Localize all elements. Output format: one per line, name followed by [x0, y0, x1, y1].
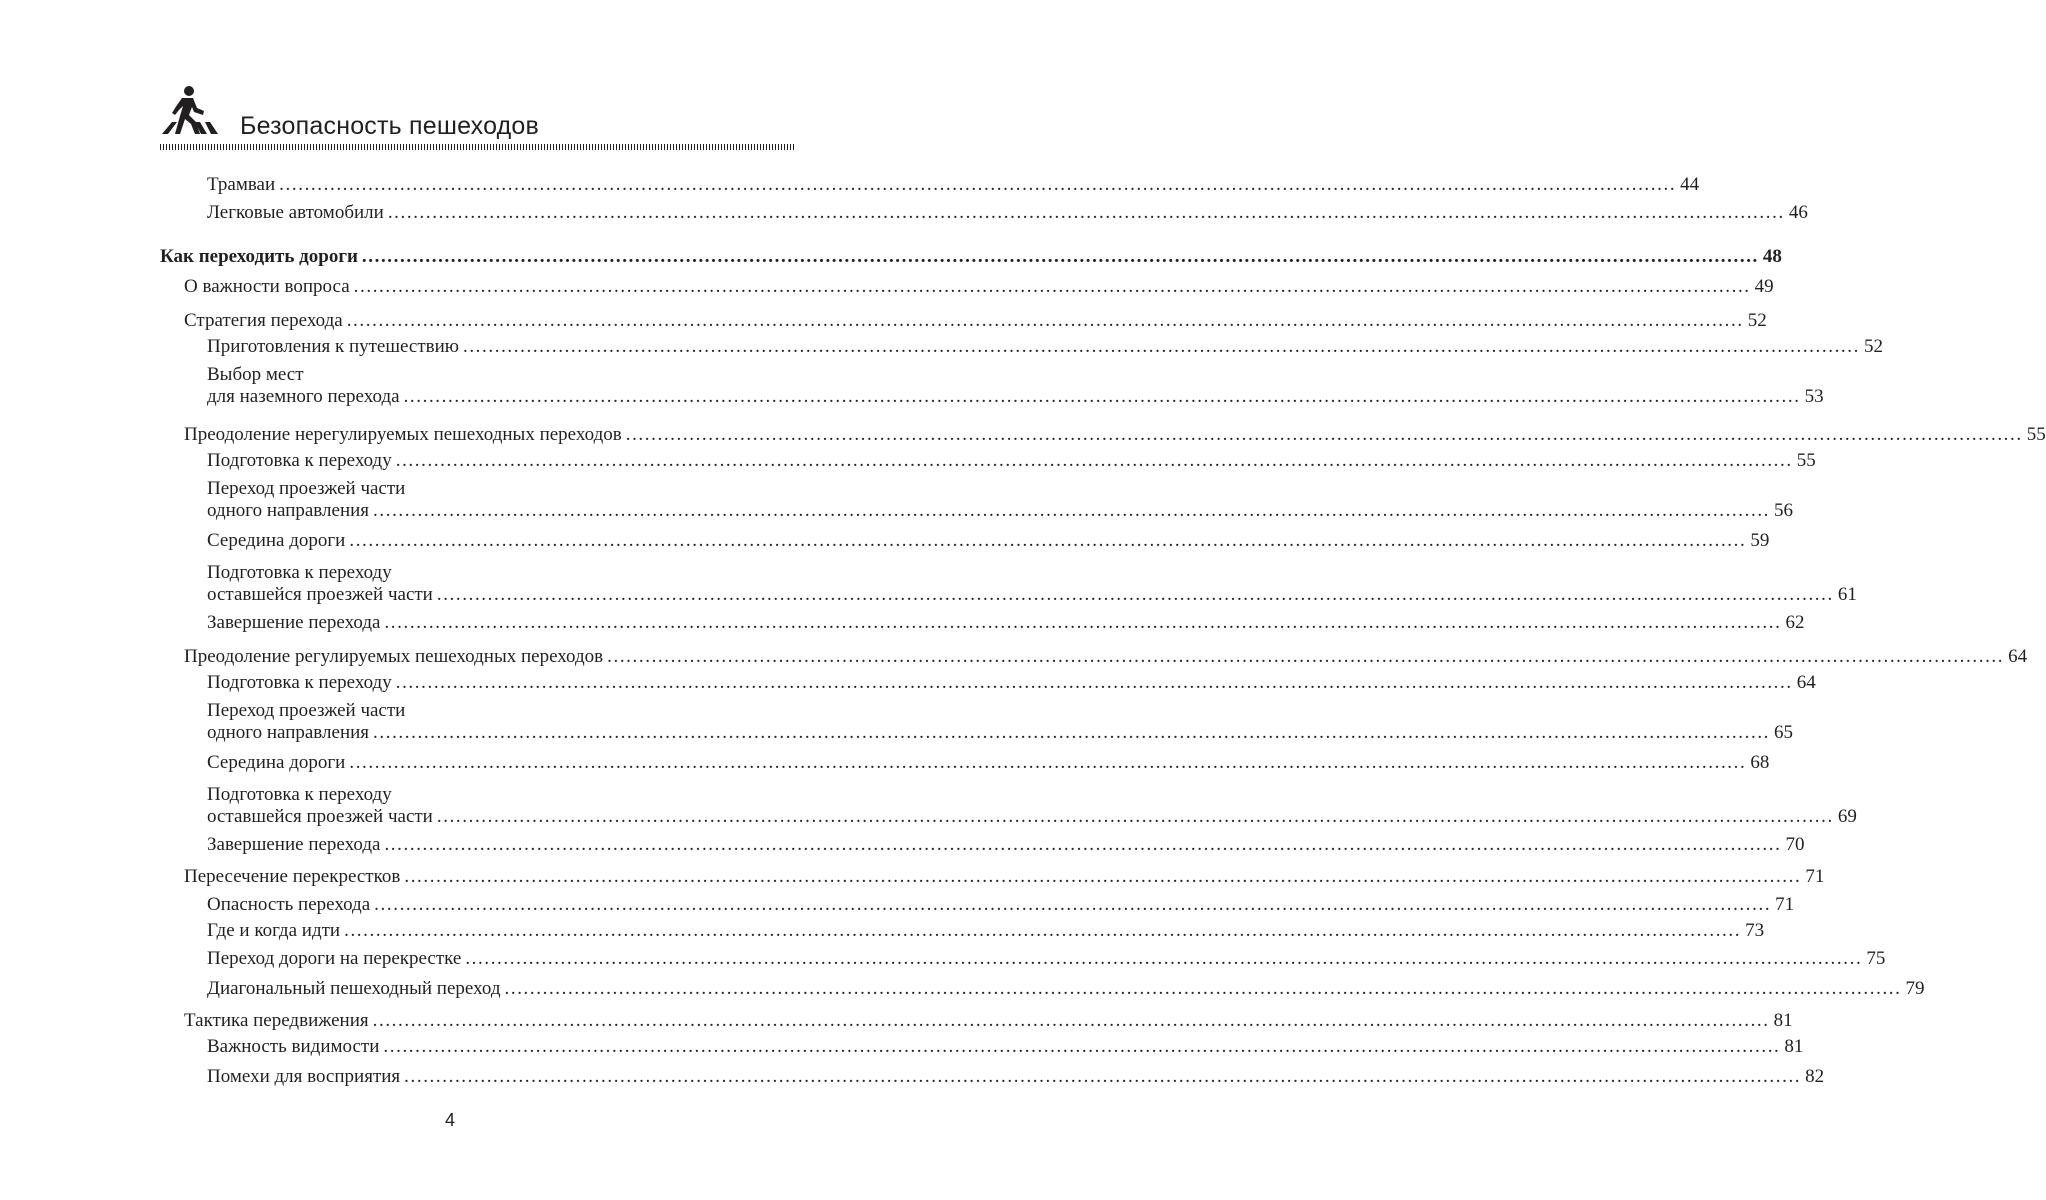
toc-entry-title: Тактика передвижения — [184, 1010, 369, 1031]
toc-entry-page: 55 — [2026, 424, 2046, 445]
toc-entry-title-first-line: Выбор мест — [207, 364, 304, 385]
book-title: Безопасность пешеходов — [240, 112, 540, 140]
toc-entry-title: Преодоление нерегулируемых пешеходных переходов — [184, 424, 622, 445]
toc-entry-title: одного направления — [207, 500, 370, 521]
toc-entry-page: 56 — [1774, 500, 1794, 521]
toc-entry-page: 55 — [1796, 450, 1816, 471]
dot-leader: ............................................................................................................................................................................................................................ — [625, 424, 2023, 445]
page-number: 4 — [444, 1110, 455, 1130]
toc-entry[interactable] — [184, 646, 2028, 668]
dot-leader: ............................................................................................................................................................................................................................ — [395, 672, 1793, 693]
toc-entry-title: Переход дороги на перекрестке — [207, 948, 462, 969]
toc-entry-page: 62 — [1785, 612, 1805, 633]
dot-leader: ............................................................................................................................................................................................................................ — [279, 174, 1677, 195]
toc-entry[interactable] — [207, 834, 1805, 856]
dot-leader: ............................................................................................................................................................................................................................ — [404, 866, 1802, 887]
dot-leader: ............................................................................................................................................................................................................................ — [504, 978, 1902, 999]
toc-entry-title-first-line: Подготовка к переходу — [207, 562, 392, 583]
dot-leader: ............................................................................................................................................................................................................................ — [373, 722, 1771, 743]
toc-entry-page: 44 — [1680, 174, 1700, 195]
toc-entry[interactable] — [207, 672, 1816, 694]
dot-leader: ............................................................................................................................................................................................................................ — [384, 612, 1782, 633]
toc-entry[interactable] — [207, 174, 1700, 196]
toc-entry[interactable] — [207, 450, 1816, 472]
toc-entry-page: 81 — [1784, 1036, 1804, 1057]
toc-entry-page: 75 — [1866, 948, 1886, 969]
toc-entry-title: Важность видимости — [207, 1036, 380, 1057]
toc-entry[interactable] — [184, 866, 1825, 888]
toc-entry[interactable] — [207, 948, 1886, 970]
toc-entry-title-first-line: Подготовка к переходу — [207, 784, 392, 805]
toc-entry-title: О важности вопроса — [184, 276, 350, 297]
toc-entry[interactable] — [207, 894, 1795, 916]
toc-entry-page: 65 — [1774, 722, 1794, 743]
dot-leader: ............................................................................................................................................................................................................................ — [395, 450, 1793, 471]
dot-leader: ............................................................................................................................................................................................................................ — [373, 500, 1771, 521]
toc-entry[interactable] — [207, 1036, 1804, 1058]
dot-leader: ............................................................................................................................................................................................................................ — [372, 1010, 1770, 1031]
dot-leader: ............................................................................................................................................................................................................................ — [404, 1066, 1802, 1087]
toc-entry-title: Пересечение перекрестков — [184, 866, 401, 887]
toc-entry-page: 46 — [1788, 202, 1808, 223]
toc-entry-page: 64 — [2008, 646, 2028, 667]
toc-entry-title-first-line: Переход проезжей части — [207, 478, 406, 499]
toc-entry[interactable] — [207, 202, 1808, 224]
toc-entry-title: оставшейся проезжей части — [207, 584, 433, 605]
dot-leader: ............................................................................................................................................................................................................................ — [361, 246, 1759, 267]
toc-entry[interactable] — [207, 336, 1883, 358]
toc-entry[interactable] — [207, 1066, 1825, 1088]
toc-entry-page: 52 — [1747, 310, 1767, 331]
toc-entry-page: 52 — [1863, 336, 1883, 357]
toc-entry-title: Подготовка к переходу — [207, 672, 392, 693]
dot-leader: ............................................................................................................................................................................................................................ — [436, 806, 1834, 827]
toc-entry-title: Приготовления к путешествию — [207, 336, 459, 357]
toc-entry-title: Как переходить дороги — [160, 246, 358, 267]
toc-entry[interactable] — [207, 978, 1925, 1000]
dot-leader: ............................................................................................................................................................................................................................ — [387, 202, 1785, 223]
toc-entry[interactable] — [184, 1010, 1793, 1032]
dot-leader: ............................................................................................................................................................................................................................ — [353, 276, 1751, 297]
toc-entry-page: 71 — [1775, 894, 1795, 915]
toc-entry-title: Преодоление регулируемых пешеходных переходов — [184, 646, 604, 667]
toc-entry-page: 53 — [1804, 386, 1824, 407]
toc-entry-title: Диагональный пешеходный переход — [207, 978, 501, 999]
dot-leader: ............................................................................................................................................................................................................................ — [374, 894, 1772, 915]
toc-entry-page: 71 — [1805, 866, 1825, 887]
toc-entry-page: 81 — [1773, 1010, 1793, 1031]
toc-entry[interactable] — [160, 246, 1782, 268]
toc-entry-title: Помехи для восприятия — [207, 1066, 401, 1087]
toc-entry-page: 59 — [1750, 530, 1770, 551]
toc-entry-title: Подготовка к переходу — [207, 450, 392, 471]
dot-leader: ............................................................................................................................................................................................................................ — [346, 310, 1744, 331]
toc-entry-title: одного направления — [207, 722, 370, 743]
dot-leader: ............................................................................................................................................................................................................................ — [349, 530, 1747, 551]
toc-entry-title: Опасность перехода — [207, 894, 371, 915]
dot-leader: ............................................................................................................................................................................................................................ — [403, 386, 1801, 407]
toc-entry-page: 64 — [1796, 672, 1816, 693]
dot-leader: ............................................................................................................................................................................................................................ — [349, 752, 1747, 773]
toc-entry-title: Середина дороги — [207, 530, 346, 551]
toc-entry-title: Завершение перехода — [207, 834, 381, 855]
toc-entry-page: 61 — [1837, 584, 1857, 605]
toc-entry[interactable] — [207, 784, 1857, 828]
dot-leader: ............................................................................................................................................................................................................................ — [384, 834, 1782, 855]
dot-leader: ............................................................................................................................................................................................................................ — [607, 646, 2005, 667]
toc-entry[interactable] — [207, 530, 1770, 552]
toc-entry[interactable] — [207, 700, 1794, 744]
toc-entry[interactable] — [207, 364, 1824, 408]
toc-entry-page: 82 — [1805, 1066, 1825, 1087]
toc-entry-title: для наземного перехода — [207, 386, 400, 407]
toc-entry-page: 79 — [1905, 978, 1925, 999]
toc-entry-page: 48 — [1762, 246, 1782, 267]
toc-entry[interactable] — [207, 478, 1794, 522]
dot-leader: ............................................................................................................................................................................................................................ — [465, 948, 1863, 969]
toc-entry[interactable] — [207, 752, 1770, 774]
toc-entry-title-first-line: Переход проезжей части — [207, 700, 406, 721]
toc-entry-page: 68 — [1750, 752, 1770, 773]
toc-entry-title: Середина дороги — [207, 752, 346, 773]
toc-entry-title: Где и когда идти — [207, 920, 341, 941]
toc-entry[interactable] — [184, 424, 2046, 446]
toc-entry-page: 69 — [1837, 806, 1857, 827]
toc-entry-page: 70 — [1785, 834, 1805, 855]
dot-leader: ............................................................................................................................................................................................................................ — [462, 336, 1860, 357]
toc-entry-title: оставшейся проезжей части — [207, 806, 433, 827]
dot-leader: ............................................................................................................................................................................................................................ — [436, 584, 1834, 605]
toc-entry[interactable] — [207, 920, 1765, 942]
dot-leader: ............................................................................................................................................................................................................................ — [383, 1036, 1781, 1057]
toc-entry[interactable] — [207, 612, 1805, 634]
toc-entry-title: Трамваи — [207, 174, 276, 195]
toc-entry-title: Завершение перехода — [207, 612, 381, 633]
toc-entry-title: Легковые автомобили — [207, 202, 384, 223]
toc-entry[interactable] — [207, 562, 1857, 606]
toc-entry-page: 73 — [1745, 920, 1765, 941]
toc-entry-page: 49 — [1754, 276, 1774, 297]
toc-entry[interactable] — [184, 276, 1774, 298]
toc-entry-title: Стратегия перехода — [184, 310, 343, 331]
dot-leader: ............................................................................................................................................................................................................................ — [344, 920, 1742, 941]
toc-entry[interactable] — [184, 310, 1767, 332]
